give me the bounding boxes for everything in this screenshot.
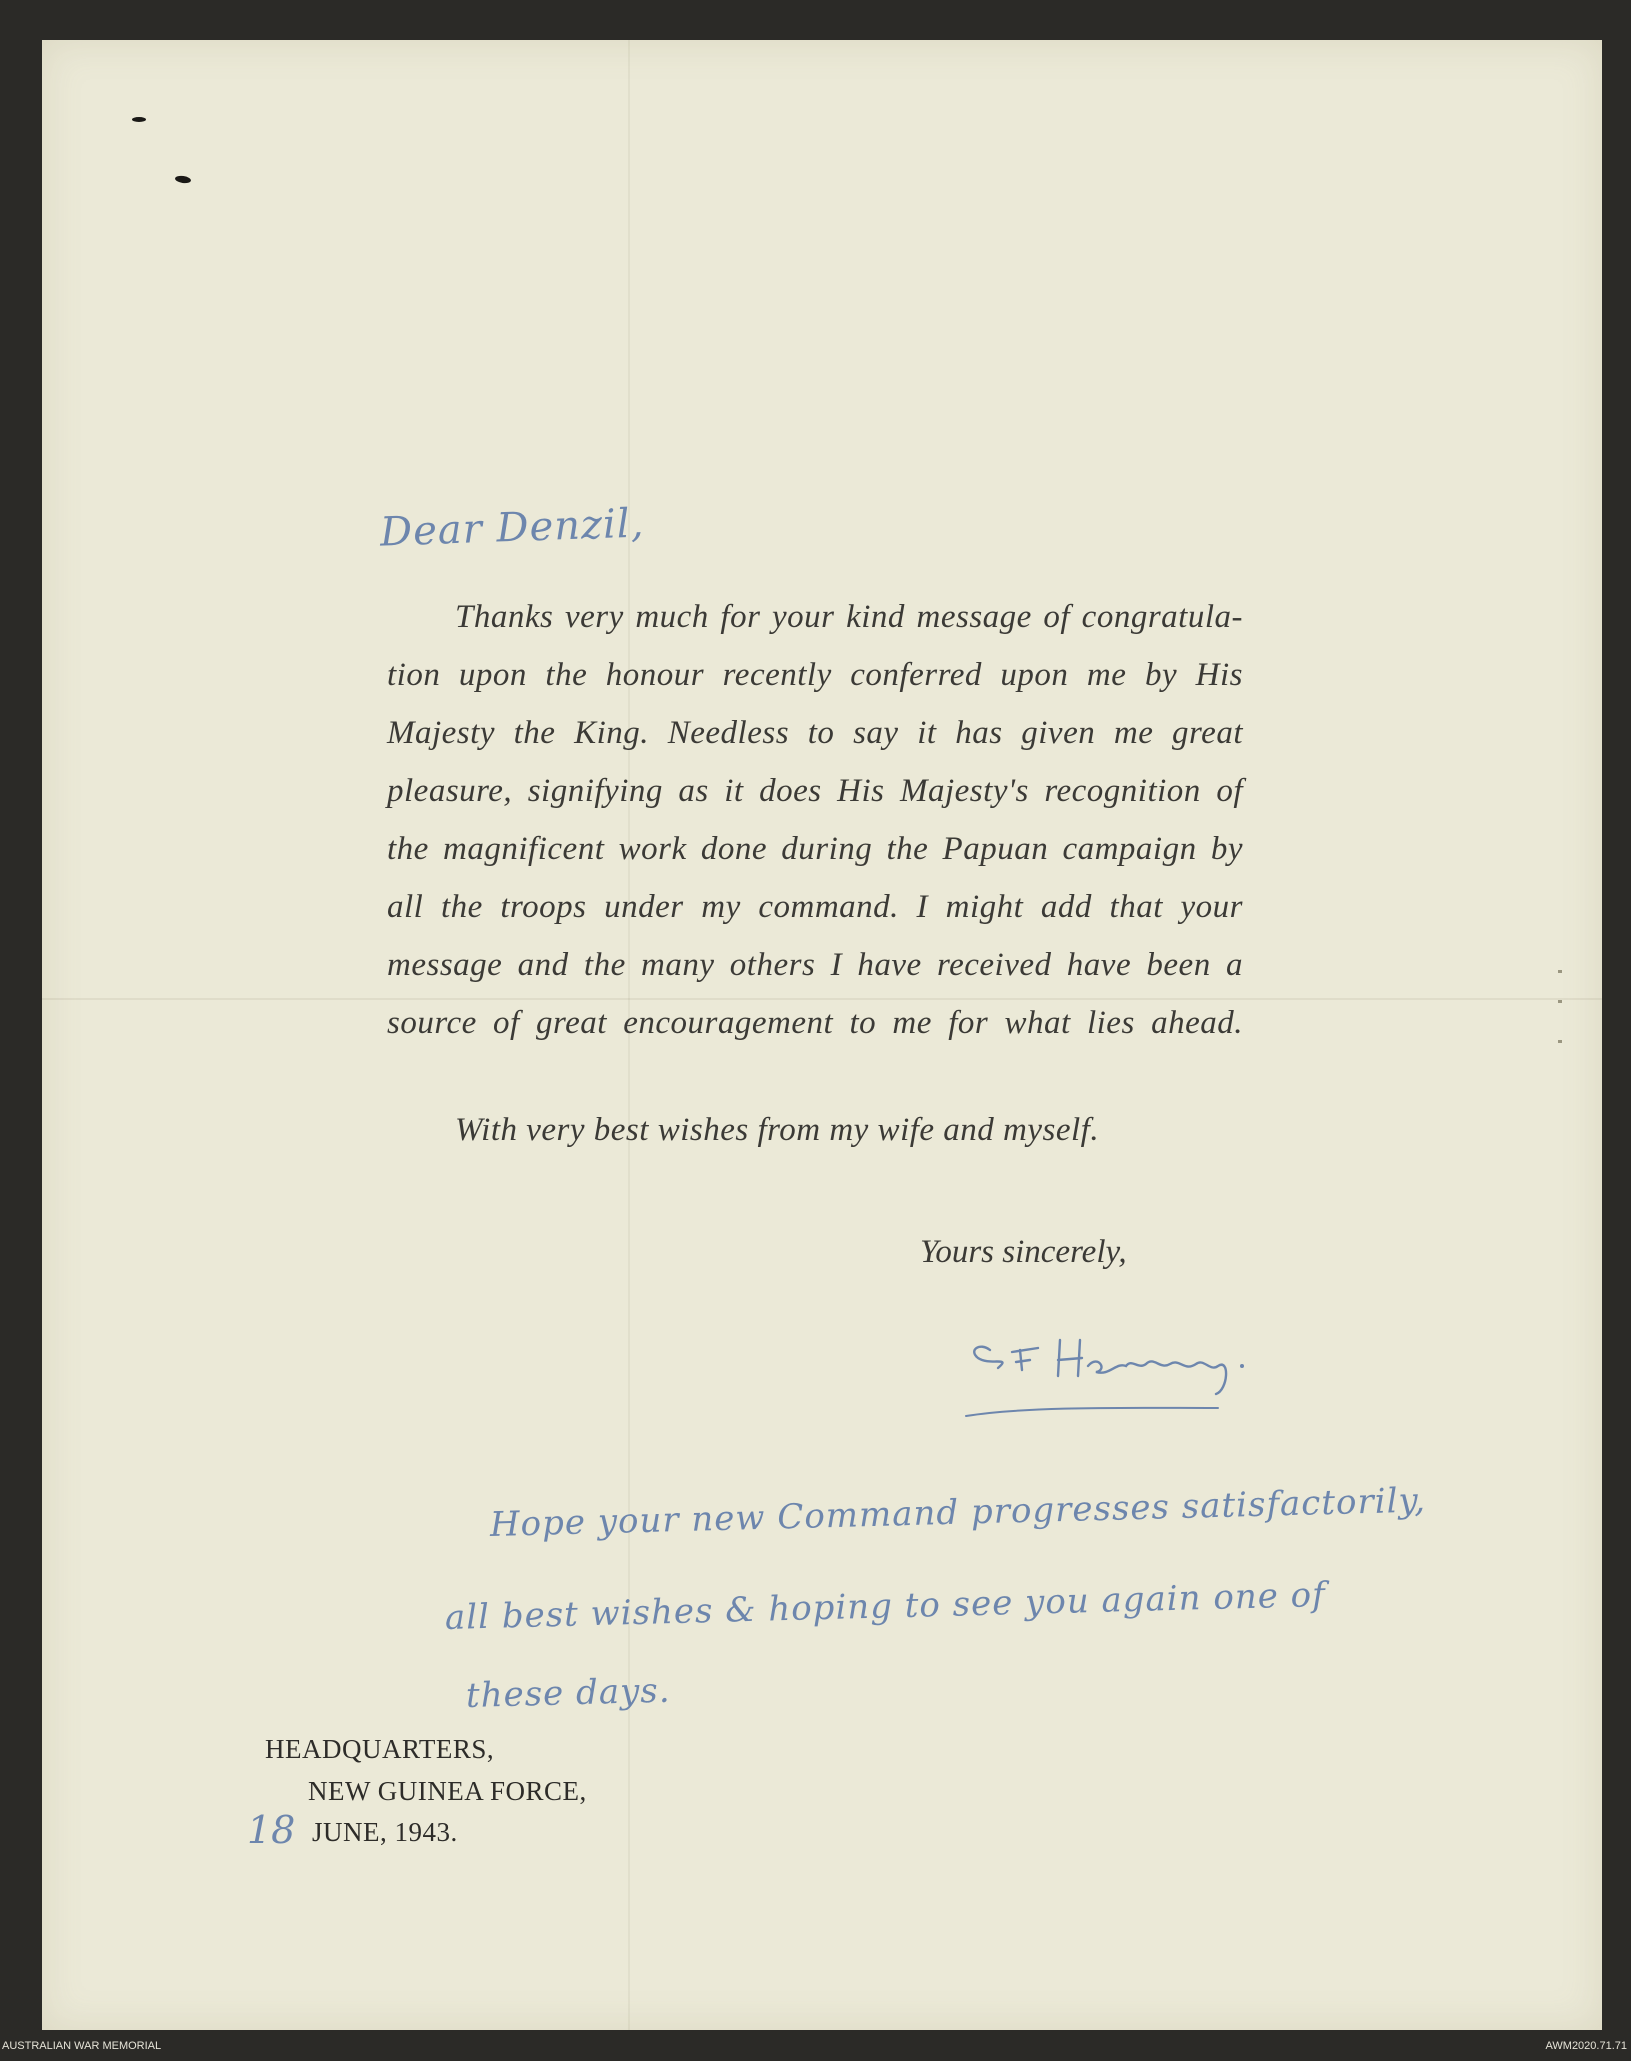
postscript-line: these days. <box>465 1670 672 1716</box>
edge-mark <box>1558 970 1562 973</box>
footer-institution: AUSTRALIAN WAR MEMORIAL <box>2 2040 162 2052</box>
ink-mark <box>175 175 192 184</box>
address-line-headquarters: HEADQUARTERS, <box>265 1734 495 1764</box>
edge-mark <box>1558 1000 1562 1003</box>
letter-body <box>387 588 1243 1052</box>
signature <box>960 1310 1320 1430</box>
sign-off: Yours sincerely, <box>920 1234 1127 1270</box>
address-line-force: NEW GUINEA FORCE, <box>308 1776 587 1806</box>
date-day-handwritten: 18 <box>247 1808 296 1852</box>
postscript-line: all best wishes & hoping to see you again one of <box>444 1574 1327 1638</box>
closing-line: With very best wishes from my wife and myself. <box>455 1112 1100 1148</box>
edge-mark <box>1558 1040 1562 1043</box>
body-line: source of great encouragement to me for what lies ahead. <box>387 1005 1243 1041</box>
ink-mark <box>132 117 146 122</box>
body-line: all the troops under my command. I might add that your <box>387 889 1243 925</box>
body-line: Majesty the King. Needless to say it has given me great <box>387 715 1243 751</box>
body-line: pleasure, signifying as it does His Majesty's recognition of <box>387 773 1243 809</box>
body-line: message and the many others I have received have been a <box>387 947 1243 983</box>
date-printed: JUNE, 1943. <box>312 1817 458 1847</box>
body-line: the magnificent work done during the Papuan campaign by <box>387 831 1243 867</box>
body-line: Thanks very much for your kind message of congratula- <box>455 599 1243 635</box>
salutation: Dear Denzil, <box>379 500 646 556</box>
body-line: tion upon the honour recently conferred upon me by His <box>387 657 1243 693</box>
footer-accession-number: AWM2020.71.71 <box>1545 2040 1627 2052</box>
postscript-line: Hope your new Command progresses satisfactorily, <box>489 1480 1427 1545</box>
